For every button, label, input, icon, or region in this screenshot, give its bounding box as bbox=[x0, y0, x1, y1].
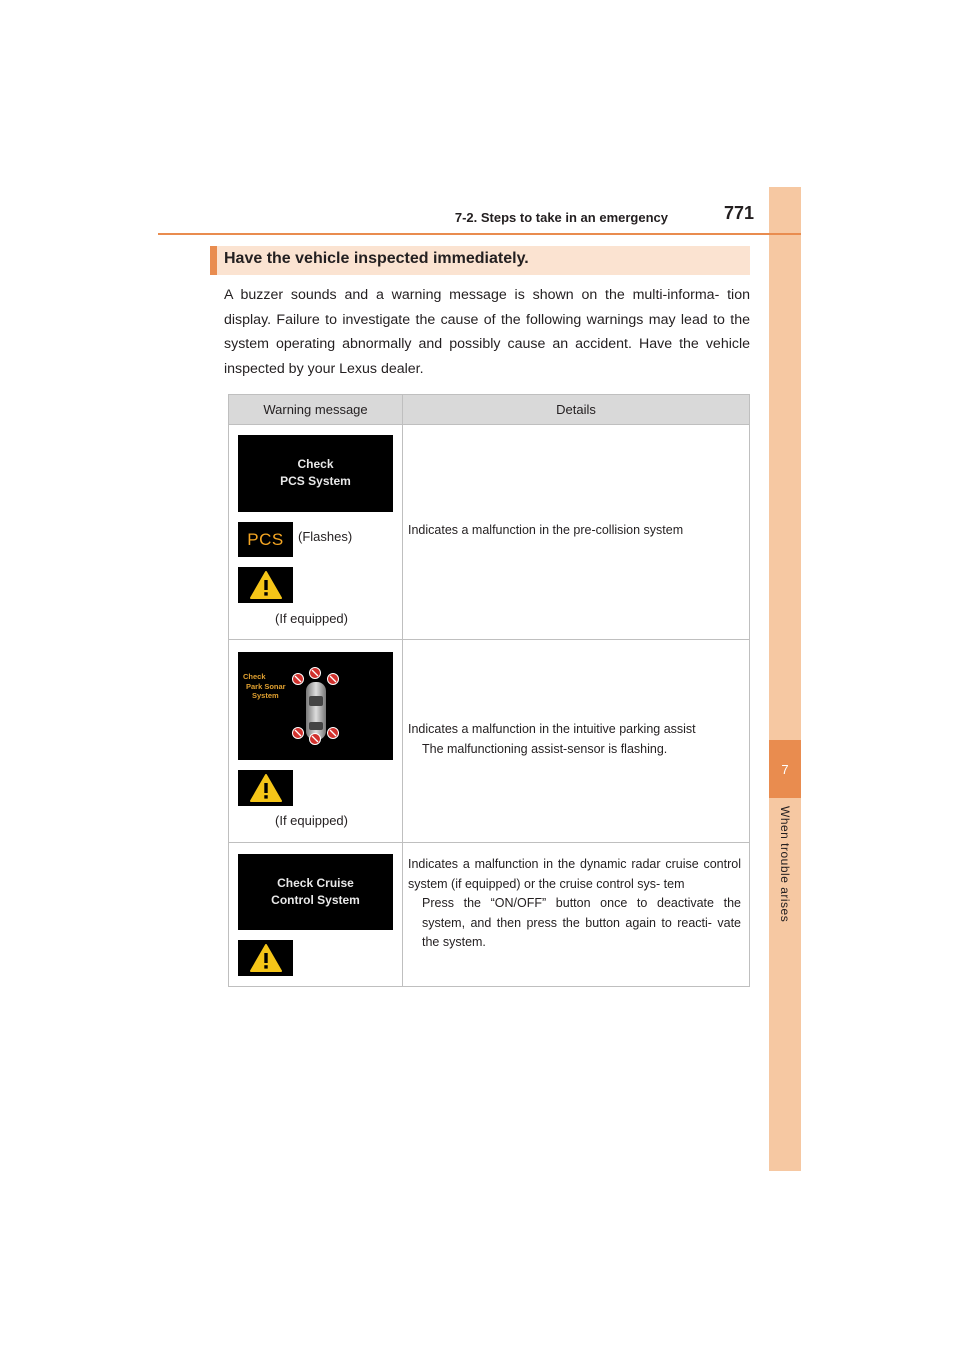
pcs-details: Indicates a malfunction in the pre-collision system bbox=[408, 523, 684, 537]
pcs-indicator bbox=[238, 522, 293, 557]
column-divider bbox=[402, 424, 403, 986]
chapter-title: When trouble arises bbox=[778, 806, 792, 923]
master-warning-indicator bbox=[238, 940, 293, 976]
header-rule bbox=[158, 233, 801, 235]
master-warning-indicator bbox=[238, 567, 293, 603]
cruise-control-details bbox=[408, 855, 741, 953]
chapter-side-tab bbox=[769, 187, 801, 1171]
flashes-note: (Flashes) bbox=[298, 529, 353, 544]
warning-triangle-icon bbox=[249, 943, 283, 973]
cruise-control-details-main: Indicates a malfunction in the dynamic radar cruise control system (if equipped) or the cruise control sys- tem bbox=[408, 857, 741, 891]
park-assist-details-sub: The malfunctioning assist-sensor is flashing. bbox=[422, 741, 668, 756]
display-line: Check bbox=[243, 672, 266, 681]
display-line: Park Sonar bbox=[246, 681, 286, 691]
pcs-warning-display bbox=[238, 435, 393, 512]
heading-accent bbox=[210, 246, 217, 275]
cruise-control-details-sub: Press the “ON/OFF” button once to deactivate the system, and then press the button again to reacti- vate the system. bbox=[422, 896, 741, 949]
display-line: Check bbox=[297, 457, 334, 471]
chapter-number: 7 bbox=[769, 740, 801, 798]
display-line: Control System bbox=[271, 893, 360, 907]
if-equipped-note: (If equipped) bbox=[275, 813, 348, 828]
col-header-details: Details bbox=[403, 395, 749, 424]
park-sonar-warning-display bbox=[238, 652, 393, 760]
page-number: 771 bbox=[724, 203, 755, 223]
col-header-message: Warning message bbox=[229, 395, 403, 424]
intro-paragraph: A buzzer sounds and a warning message is shown on the multi-informa- tion display. Failure to investigate the cause of the following warnings may lead to the system operating abnormally and possibly cause an accident. Have the vehicle inspected by your Lexus dealer. bbox=[224, 287, 750, 377]
park-assist-details bbox=[408, 720, 743, 759]
section-title: 7-2. Steps to take in an emergency bbox=[454, 210, 668, 225]
car-sensor-diagram-icon bbox=[238, 652, 393, 760]
cruise-warning-display bbox=[238, 854, 393, 930]
display-line: Check Cruise bbox=[277, 876, 354, 890]
park-assist-details-main: Indicates a malfunction in the intuitive parking assist bbox=[408, 722, 696, 736]
header-divider bbox=[229, 424, 749, 425]
warning-triangle-icon bbox=[249, 773, 283, 803]
warning-table bbox=[228, 394, 750, 987]
section-heading: Have the vehicle inspected immediately. bbox=[224, 250, 529, 267]
row-divider bbox=[229, 842, 749, 843]
pcs-indicator-text: PCS bbox=[247, 529, 284, 549]
master-warning-indicator bbox=[238, 770, 293, 806]
if-equipped-note: (If equipped) bbox=[275, 611, 348, 626]
row-divider bbox=[229, 639, 749, 640]
display-line: PCS System bbox=[280, 474, 351, 488]
warning-triangle-icon bbox=[249, 570, 283, 600]
display-line: System bbox=[252, 691, 279, 700]
section-heading-bar bbox=[210, 246, 750, 275]
